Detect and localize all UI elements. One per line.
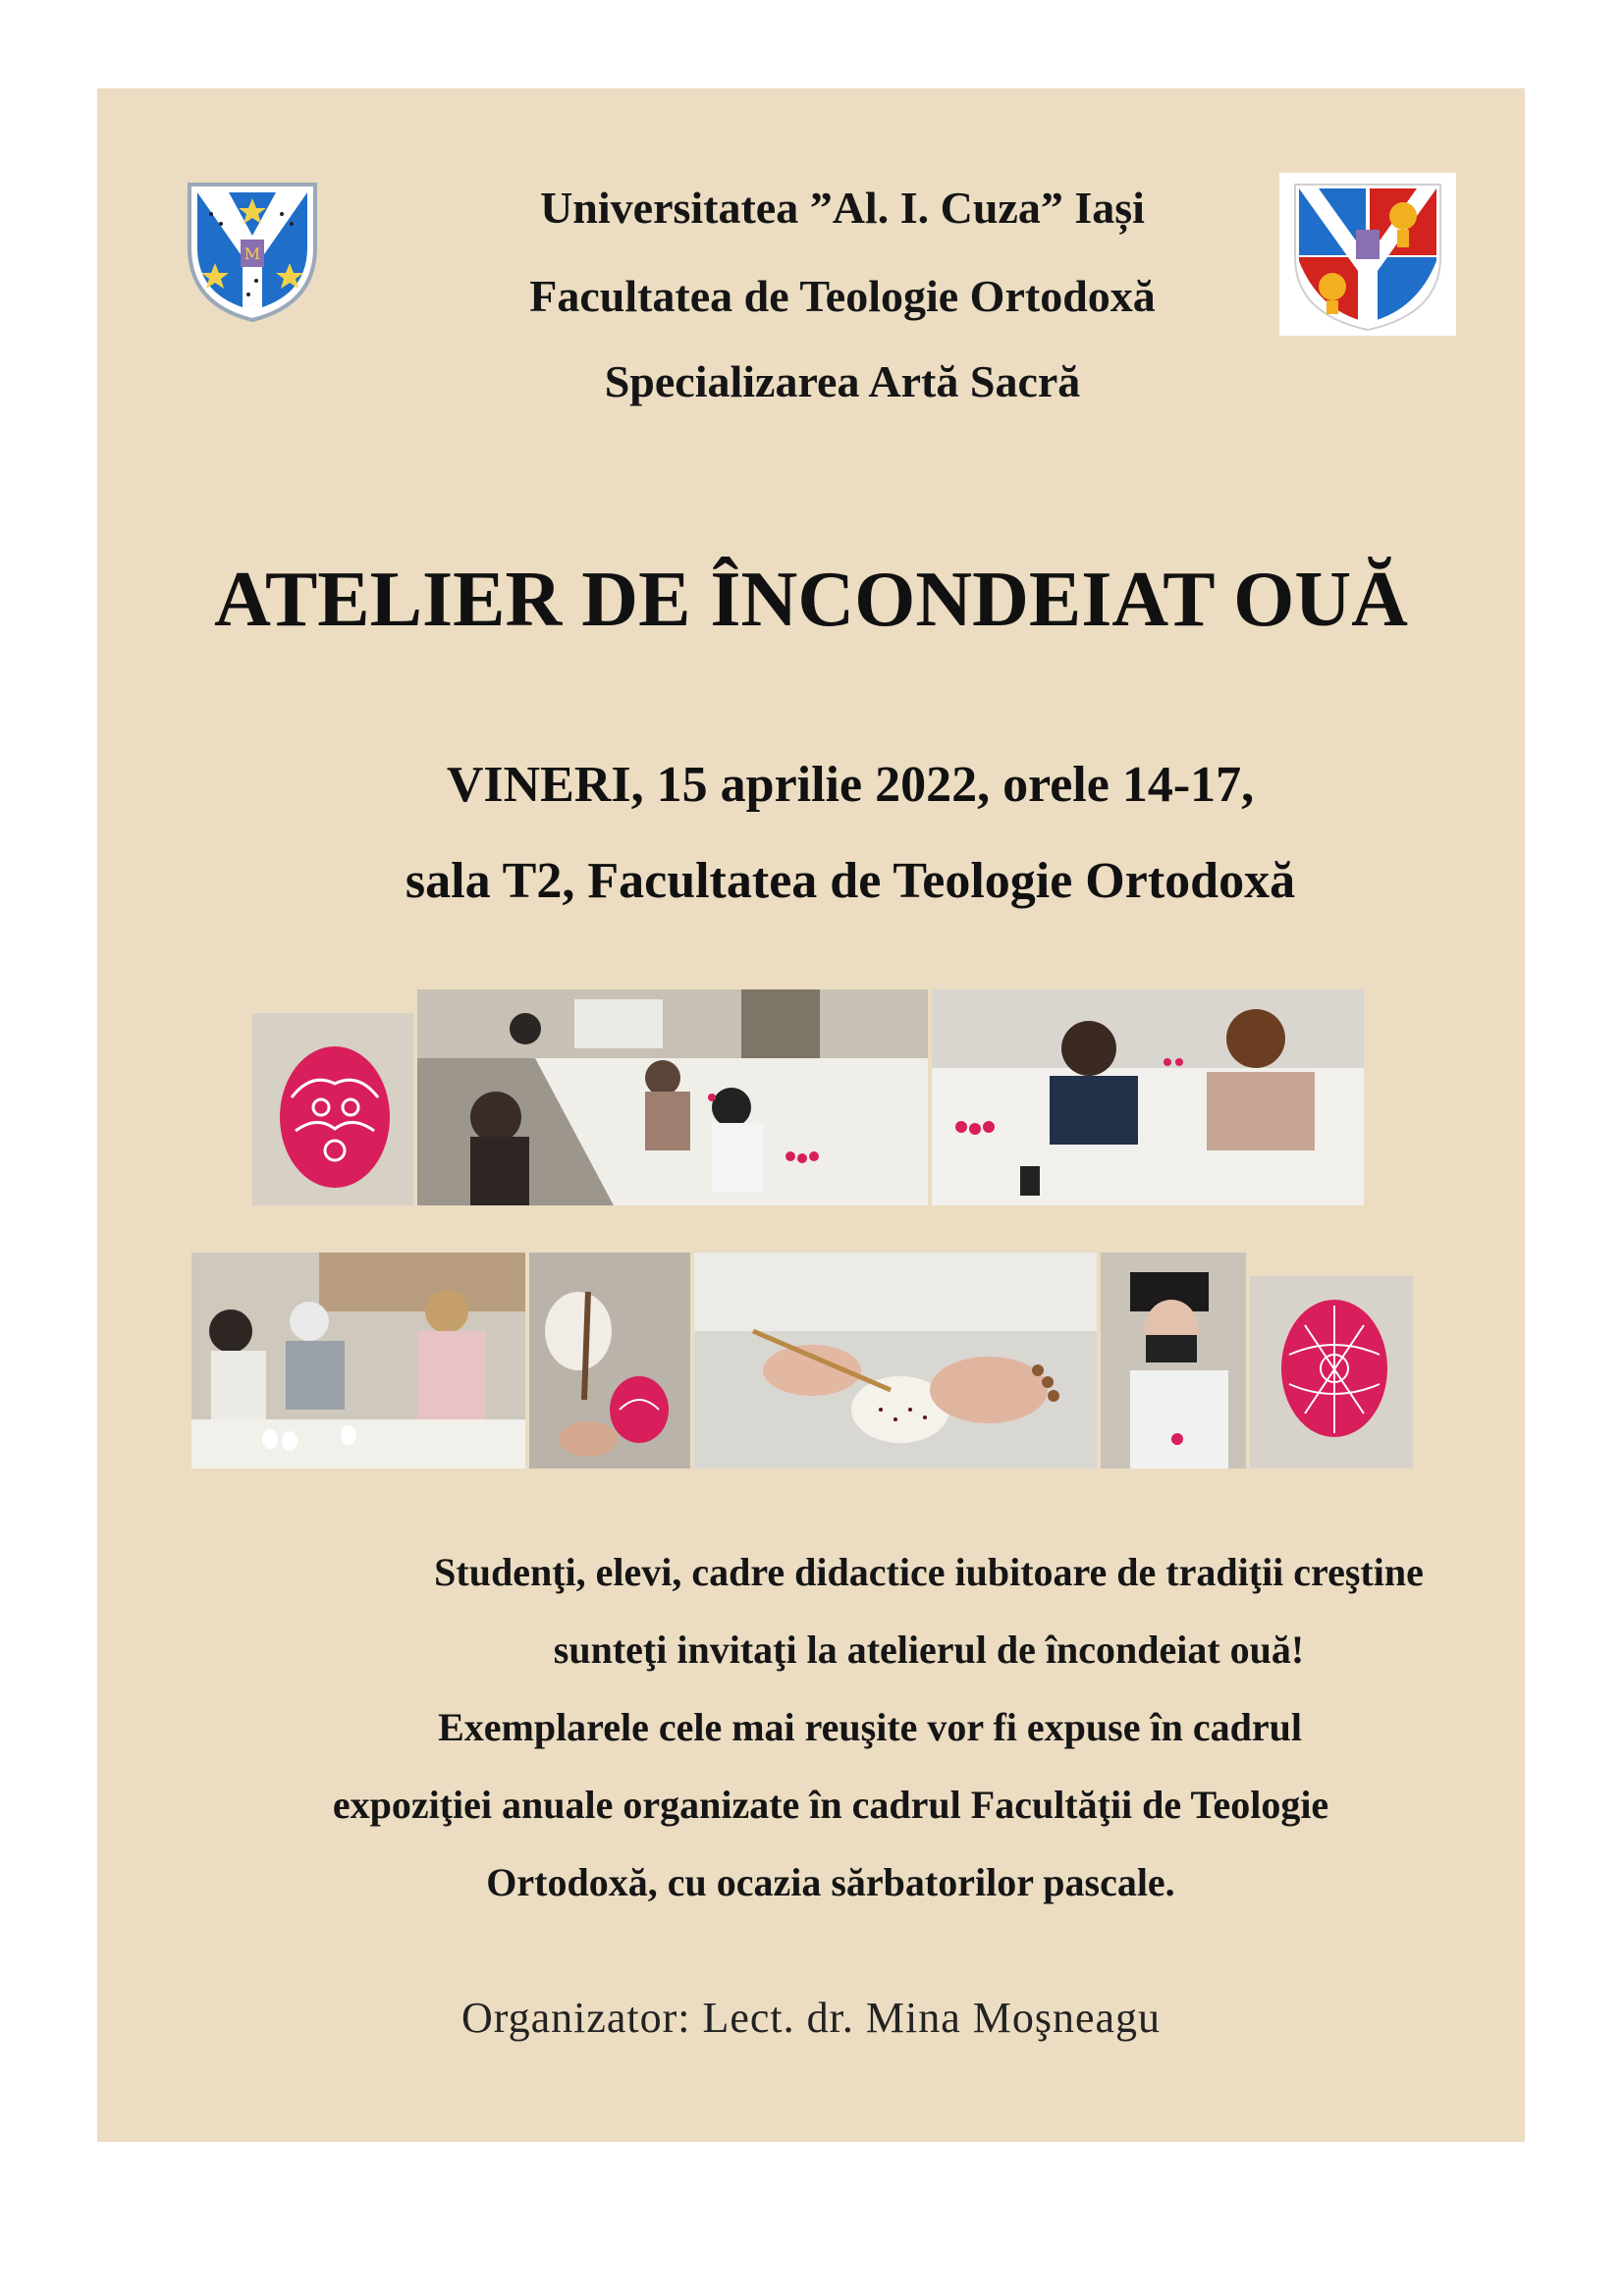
photo-nun-painting [1101, 1253, 1246, 1468]
event-location: sala T2, Facultatea de Teologie Ortodoxă [405, 853, 1296, 909]
event-date-time: VINERI, 15 aprilie 2022, orele 14-17, [446, 757, 1255, 813]
university-name: Universitatea ”Al. I. Cuza” Iași [540, 183, 1145, 233]
invitation-line-4: expoziţiei anuale organizate în cadrul Facultăţii de Teologie [332, 1783, 1329, 1827]
invitation-line-5: Ortodoxă, cu ocazia sărbatorilor pascale. [486, 1860, 1175, 1904]
specialization-name: Specializarea Artă Sacră [604, 356, 1081, 406]
photo-egg-with-brush [529, 1253, 690, 1468]
poster [97, 88, 1525, 2142]
invitation-line-2: sunteţi invitaţi la atelierul de încondeiat ouă! [553, 1628, 1305, 1672]
faculty-name: Facultatea de Teologie Ortodoxă [529, 271, 1156, 321]
invitation-line-3: Exemplarele cele mai reuşite vor fi expuse în cadrul [438, 1705, 1302, 1749]
photo-decorated-egg-1 [252, 1013, 413, 1205]
workshop-title: ATELIER DE ÎNCONDEIAT OUĂ [214, 557, 1408, 643]
photo-group-workshop [191, 1253, 525, 1468]
invitation-line-1: Studenţi, elevi, cadre didactice iubitoare de tradiţii creştine [434, 1550, 1424, 1594]
photo-decorated-egg-2 [1250, 1276, 1413, 1468]
organizer: Organizator: Lect. dr. Mina Moşneagu [460, 1994, 1162, 2042]
photo-workshop-table [417, 989, 928, 1205]
photo-hands-painting-egg [694, 1253, 1097, 1468]
photo-students-painting [932, 989, 1364, 1205]
svg-text:M: M [244, 244, 261, 263]
